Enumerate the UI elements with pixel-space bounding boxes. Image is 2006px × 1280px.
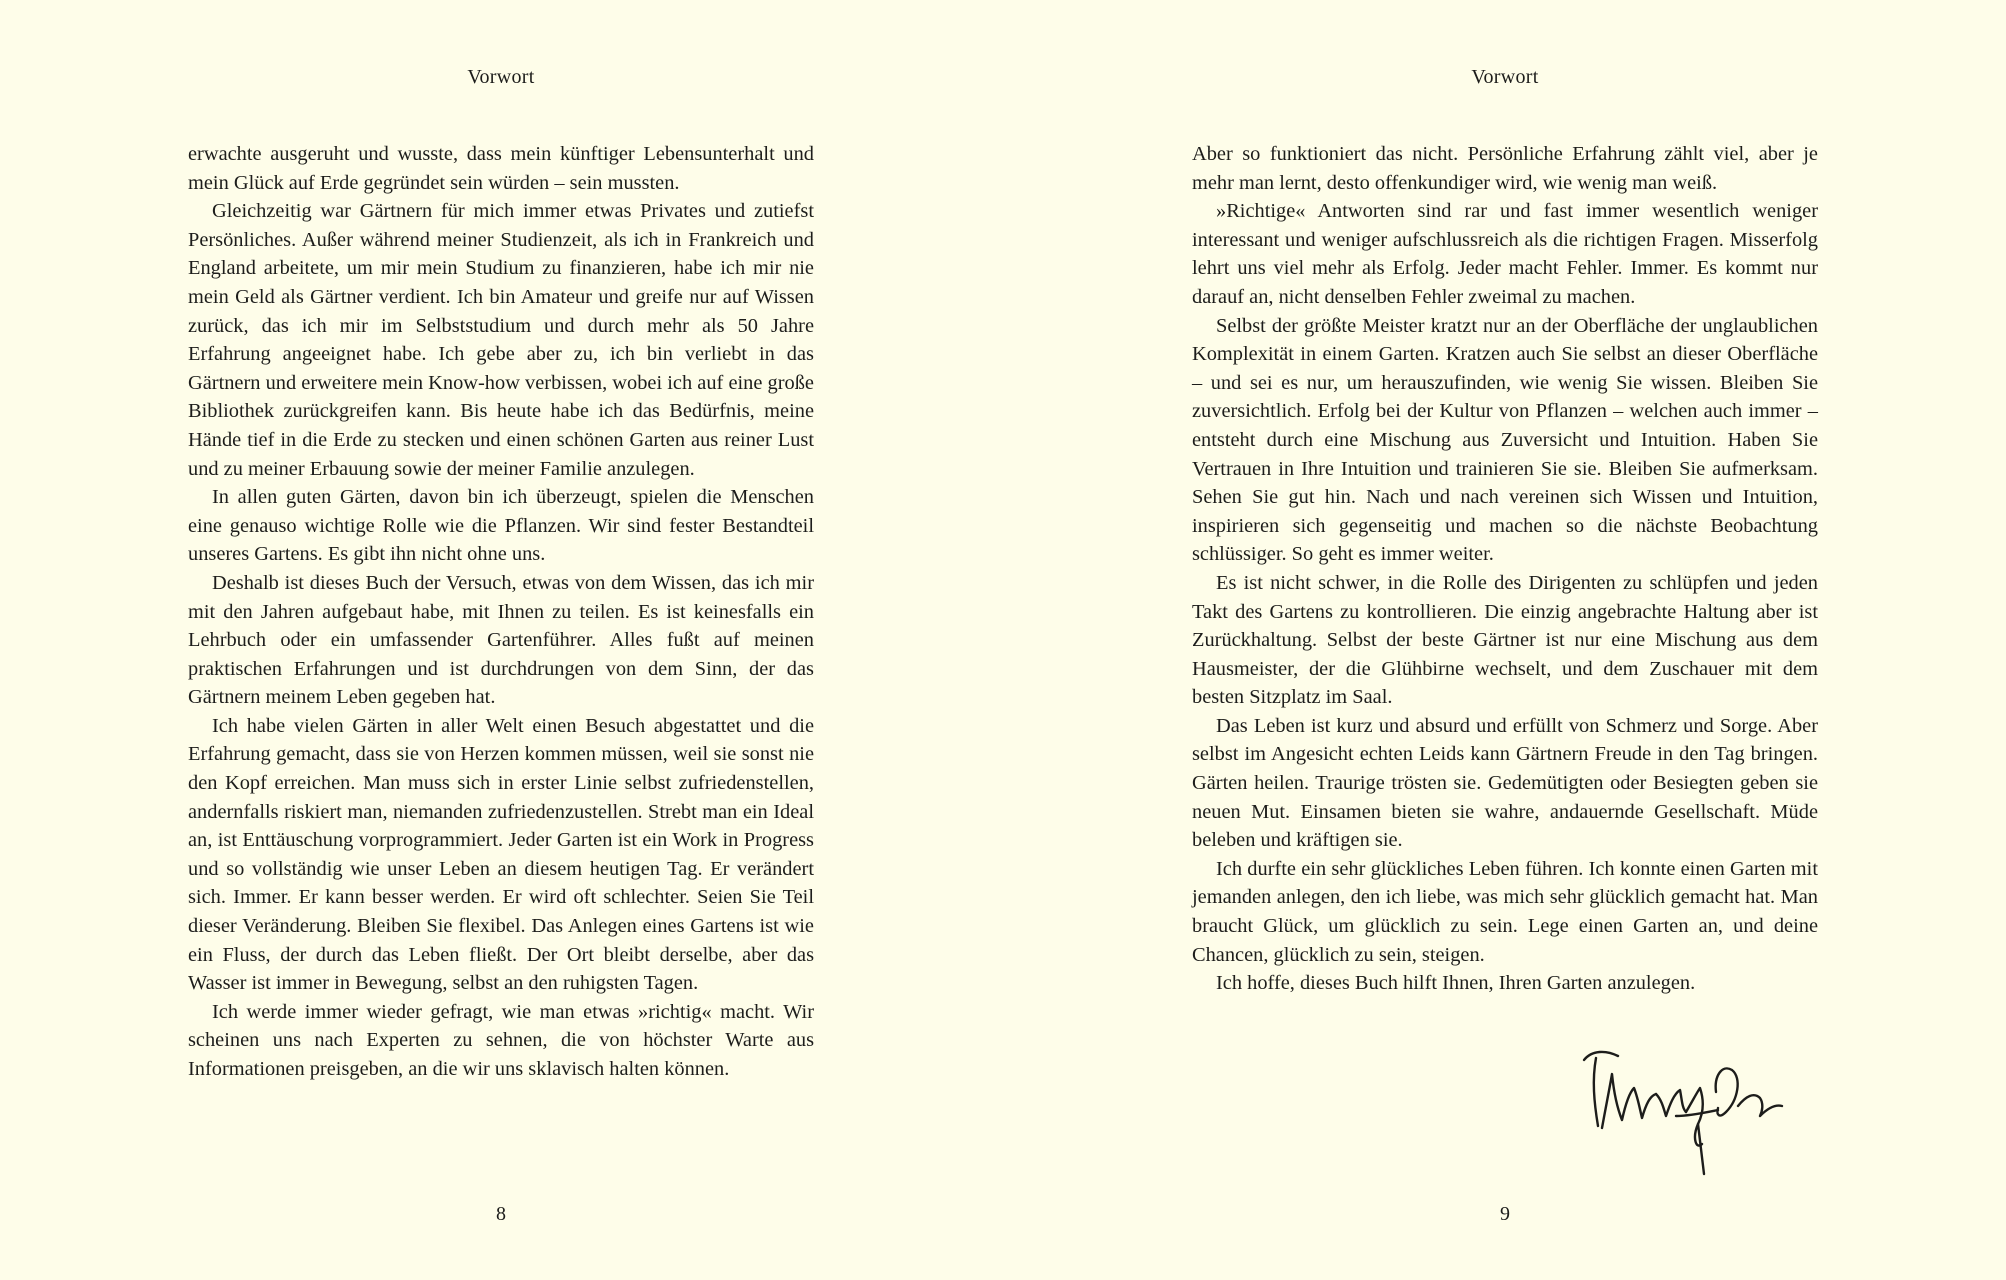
signature-drawing [1578, 1040, 1788, 1180]
paragraph: Es ist nicht schwer, in die Rolle des Dirigenten zu schlüpfen und jeden Takt des Gartens zu kontrollieren. Die einzig angebrachte Haltung aber ist Zurückhaltung. Selbst der beste Gärtner ist nur eine Mischung aus dem Hausmeister, der die Glühbirne wechselt, und dem Zuschauer mit dem besten Sitzplatz im Saal. [1192, 571, 1818, 709]
left-body-text [188, 140, 814, 1084]
paragraph: Das Leben ist kurz und absurd und erfüllt von Schmerz und Sorge. Aber selbst im Angesicht echten Leids kann Gärtnern Freude in den Tag bringen. Gärten heilen. Traurige trösten sie. Gedemütigten oder Besiegten geben sie neuen Mut. Einsamen bieten sie wahre, andauernde Gesellschaft. Müde beleben und kräftigen sie. [1192, 714, 1818, 852]
page-number-left: 8 [496, 1203, 506, 1225]
paragraph: Ich werde immer wieder gefragt, wie man etwas »richtig« macht. Wir scheinen uns nach Experten zu sehnen, die von höchster Warte aus Informationen preisgeben, an die wir uns sklavisch halten können. [188, 1000, 814, 1080]
paragraph: Aber so funktioniert das nicht. Persönliche Erfahrung zählt viel, aber je mehr man lernt, desto offenkundiger wird, wie wenig man weiß. [1192, 143, 1818, 194]
paragraph: Ich habe vielen Gärten in aller Welt einen Besuch abgestattet und die Erfahrung gemacht, dass sie von Herzen kommen müssen, weil sie sonst nie den Kopf erreichen. Man muss sich in erster Linie selbst zufriedenstellen, andernfalls riskiert man, niemanden zufriedenzustellen. Strebt man ein Ideal an, ist Enttäuschung vorprogrammiert. Jeder Garten ist ein Work in Progress und so vollständig wie unser Leben an diesem heutigen Tag. Er verändert sich. Immer. Er kann besser werden. Er wird oft schlechter. Seien Sie Teil dieser Veränderung. Bleiben Sie flexibel. Das Anlegen eines Gartens ist wie ein Fluss, der durch das Leben fließt. Der Ort bleibt derselbe, aber das Wasser ist immer in Bewegung, selbst an den ruhigsten Tagen. [188, 714, 814, 995]
paragraph: erwachte ausgeruht und wusste, dass mein künftiger Lebensunterhalt und mein Glück auf Erde gegründet sein würden – sein mussten. [188, 143, 814, 194]
handwritten-signature [1578, 1040, 1788, 1180]
paragraph: Selbst der größte Meister kratzt nur an der Oberfläche der unglaublichen Komplexität in einem Garten. Kratzen auch Sie selbst an dieser Oberfläche – und sei es nur, um herauszufinden, wie wenig Sie wissen. Bleiben Sie zuversichtlich. Erfolg bei der Kultur von Pflanzen – welchen auch immer – entsteht durch eine Mischung aus Zuversicht und Intuition. Haben Sie Vertrauen in Ihre Intuition und trainieren Sie sie. Bleiben Sie aufmerksam. Sehen Sie gut hin. Nach und nach vereinen sich Wissen und Intuition, inspirieren sich gegenseitig und machen so die nächste Beobachtung schlüssiger. So geht es immer weiter. [1192, 314, 1818, 566]
paragraph: »Richtige« Antworten sind rar und fast immer wesentlich weniger interessant und weniger aufschlussreich als die richtigen Fragen. Misserfolg lehrt uns viel mehr als Erfolg. Jeder macht Fehler. Immer. Es kommt nur darauf an, nicht denselben Fehler zweimal zu machen. [1192, 200, 1818, 308]
left-page [188, 0, 814, 1280]
paragraph: Gleichzeitig war Gärtnern für mich immer etwas Privates und zutiefst Persönliches. Außer während meiner Studienzeit, als ich in Frankreich und England arbeitete, um mir mein Studium zu finanzieren, habe ich mir nie mein Geld als Gärtner verdient. Ich bin Amateur und greife nur auf Wissen zurück, das ich mir im Selbststudium und durch mehr als 50 Jahre Erfahrung angeeignet habe. Ich gebe aber zu, ich bin verliebt in das Gärtnern und erweitere mein Know-how verbissen, wobei ich auf eine große Bibliothek zurückgreifen kann. Bis heute habe ich das Bedürfnis, meine Hände tief in die Erde zu stecken und einen schönen Garten aus reiner Lust und zu meiner Erbauung sowie der meiner Familie anzulegen. [188, 200, 814, 480]
running-head-left: Vorwort [467, 66, 535, 88]
paragraph: Ich durfte ein sehr glückliches Leben führen. Ich konnte einen Garten mit jemanden anlegen, den ich liebe, was mich sehr glücklich gemacht hat. Man braucht Glück, um glücklich zu sein. Lege einen Garten an, und deine Chancen, glücklich zu sein, steigen. [1192, 857, 1818, 966]
paragraph: In allen guten Gärten, davon bin ich überzeugt, spielen die Menschen eine genauso wichtige Rolle wie die Pflanzen. Wir sind fester Bestandteil unseres Gartens. Es gibt ihn nicht ohne uns. [188, 486, 814, 566]
running-head-right: Vorwort [1471, 66, 1539, 88]
paragraph: Deshalb ist dieses Buch der Versuch, etwas von dem Wissen, das ich mir mit den Jahren aufgebaut habe, mit Ihnen zu teilen. Es ist keinesfalls ein Lehrbuch oder ein umfassender Gartenführer. Alles fußt auf meinen praktischen Erfahrungen und ist durchdrungen von dem Sinn, der das Gärtnern meinem Leben gegeben hat. [188, 571, 814, 709]
page-number-right: 9 [1500, 1203, 1510, 1225]
paragraph: Ich hoffe, dieses Buch hilft Ihnen, Ihren Garten anzulegen. [1216, 972, 1696, 995]
right-body-text [1192, 140, 1818, 998]
